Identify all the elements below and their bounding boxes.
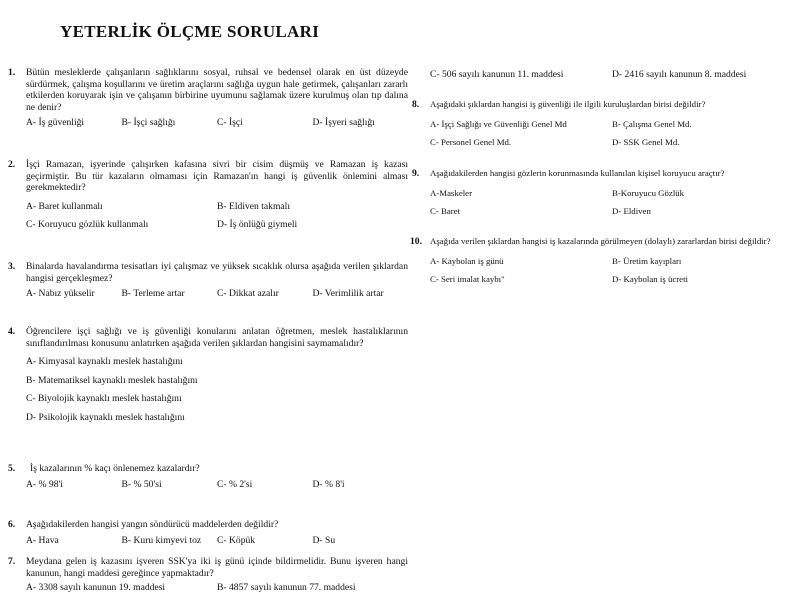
answer-options	[26, 288, 408, 300]
option-c: C- Personel Genel Md.	[430, 136, 512, 147]
option-a: A- Hava	[26, 534, 59, 546]
option-b: B- 4857 sayılı kanunun 77. maddesi	[217, 582, 356, 594]
question-number: 9.	[412, 168, 420, 179]
option-c: C- 506 sayılı kanunun 11. maddesi	[430, 69, 564, 80]
question-number: 5.	[8, 463, 16, 474]
option-a: A- 3308 sayılı kanunun 19. maddesi	[26, 582, 166, 594]
option-a: A-Maskeler	[430, 187, 473, 198]
question-number: 8.	[412, 99, 420, 110]
option-c: C- Dikkat azalır	[217, 288, 279, 300]
option-d: D- İşyeri sağlığı	[312, 117, 375, 129]
question-text: Binalarda havalandırma tesisatları iyi çalışmaz ve yüksek sıcaklık olursa aşağıda verilen şıklardan hangisi gerçekleşmez?	[26, 261, 408, 284]
question-number: 4.	[8, 326, 16, 337]
answer-options	[430, 184, 780, 220]
answer-options	[430, 252, 780, 288]
question-2	[8, 159, 408, 234]
option-c: C- Biyolojik kaynaklı meslek hastalığını	[26, 393, 182, 405]
question-4	[8, 326, 408, 427]
option-a: A- Nabız yükselir	[26, 288, 95, 300]
option-b: B- Çalışma Genel Md.	[612, 118, 692, 129]
question-number: 3.	[8, 261, 16, 272]
option-a: A- İşçi Sağlığı ve Güvenliği Genel Md	[430, 118, 567, 129]
question-number: 10.	[410, 236, 422, 247]
option-b: B- İşçi sağlığı	[121, 117, 176, 129]
question-7	[8, 556, 408, 594]
answer-options	[26, 198, 408, 234]
option-b: B- % 50'si	[121, 478, 162, 490]
question-number: 7.	[8, 556, 16, 567]
answer-options	[26, 479, 408, 491]
question-text: Aşağıdakilerden hangisi yangın söndürücü maddelerden değildir?	[26, 519, 279, 530]
option-d: D- Kaybolan iş ücreti	[612, 273, 688, 284]
page-title: YETERLİK ÖLÇME SORULARI	[60, 22, 320, 41]
question-number: 1.	[8, 67, 16, 78]
option-b: B- Kuru kimyevi toz	[121, 534, 202, 546]
option-b: B- Matematiksel kaynaklı meslek hastalığını	[26, 374, 198, 386]
question-text: Meydana gelen iş kazasını işveren SSK'ya iki iş günü içinde bildirmelidir. Bunu işveren hangi kanunun, hangi maddesi gereğince yapmaktadır?	[26, 556, 408, 579]
question-10	[410, 236, 780, 288]
question-1	[8, 67, 408, 129]
option-b: B- Terleme artar	[121, 288, 185, 300]
option-c: C- İşçi	[217, 117, 243, 129]
option-d: D- İş önlüğü giymeli	[217, 218, 298, 230]
option-a: A- % 98'i	[26, 478, 63, 490]
answer-options	[26, 117, 408, 129]
option-c: C- Koruyucu gözlük kullanmalı	[26, 218, 149, 230]
option-d: D- Eldiven	[612, 205, 651, 216]
option-c: C- % 2'si	[217, 478, 253, 490]
question-text: İşçi Ramazan, işyerinde çalışırken kafasına sivri bir cisim düşmüş ve Ramazan iş kazası geçirmiştir. Bu tür kazaların olmaması için Ramazan'ın hangi iş güvenlik önlemini alması gerekmektedir?	[26, 159, 408, 194]
question-text: İş kazalarının % kaçı önlenemez kazalardır?	[30, 463, 200, 474]
option-a: A- Kaybolan iş günü	[430, 255, 504, 266]
option-d: D- Psikolojik kaynaklı meslek hastalığını	[26, 411, 185, 423]
question-7-continued	[430, 66, 780, 84]
option-b: B- Eldiven takmalı	[217, 200, 291, 212]
option-a: A- İş güvenliği	[26, 117, 85, 129]
answer-options	[26, 581, 408, 594]
question-6	[8, 519, 408, 546]
question-5	[8, 463, 408, 490]
answer-options	[430, 66, 780, 84]
question-text: Bütün mesleklerde çalışanların sağlıklarını sosyal, ruhsal ve bedensel olarak en üst düzeyde sürdürmek, çalışma koşullarını ve üretim araçlarını sağlığa uygun hale getirmek, çalışanları zararlı etkilerden koruyarak işin ve çalışanın birbirine uyumunu sağlamak üzere kurulmuş olan tıp dalına ne denir?	[26, 67, 408, 113]
answer-options	[26, 535, 408, 547]
option-d: D- Su	[312, 534, 336, 546]
question-text: Aşağıdaki şıklardan hangisi iş güvenliği ile ilgili kuruluşlardan birisi değildir?	[430, 99, 706, 109]
answer-options	[430, 115, 780, 151]
option-c: C- Köpük	[217, 534, 256, 546]
option-b: B- Üretim kayıpları	[612, 255, 682, 266]
option-d: D- 2416 sayılı kanunun 8. maddesi	[612, 69, 747, 80]
question-text: Aşağıda verilen şıklardan hangisi iş kazalarında görülmeyen (dolaylı) zararlardan birisi değildir?	[430, 236, 771, 246]
question-number: 6.	[8, 519, 16, 530]
question-number: 2.	[8, 159, 16, 170]
question-text: Öğrencilere işçi sağlığı ve iş güvenliği konularını anlatan öğretmen, meslek hastalıklarının sınıflandırılması konusunu anlatırken aşağıda verilen şıklardan hangisini saymamalıdır?	[26, 326, 408, 349]
option-c: C- Seri imalat kaybı"	[430, 273, 505, 284]
option-c: C- Baret	[430, 205, 461, 216]
option-b: B-Koruyucu Gözlük	[612, 187, 685, 198]
option-d: D- % 8'i	[312, 478, 345, 490]
question-8	[412, 99, 780, 151]
question-9	[412, 168, 780, 220]
option-a: A- Baret kullanmalı	[26, 200, 103, 212]
question-3	[8, 261, 408, 300]
option-d: D- SSK Genel Md.	[612, 136, 680, 147]
question-text: Aşağıdakilerden hangisi gözlerin korunmasında kullanılan kişisel koruyucu araçtır?	[430, 168, 725, 178]
option-a: A- Kimyasal kaynaklı meslek hastalığını	[26, 356, 183, 368]
option-d: D- Verimlilik artar	[312, 288, 384, 300]
answer-options	[26, 353, 408, 427]
